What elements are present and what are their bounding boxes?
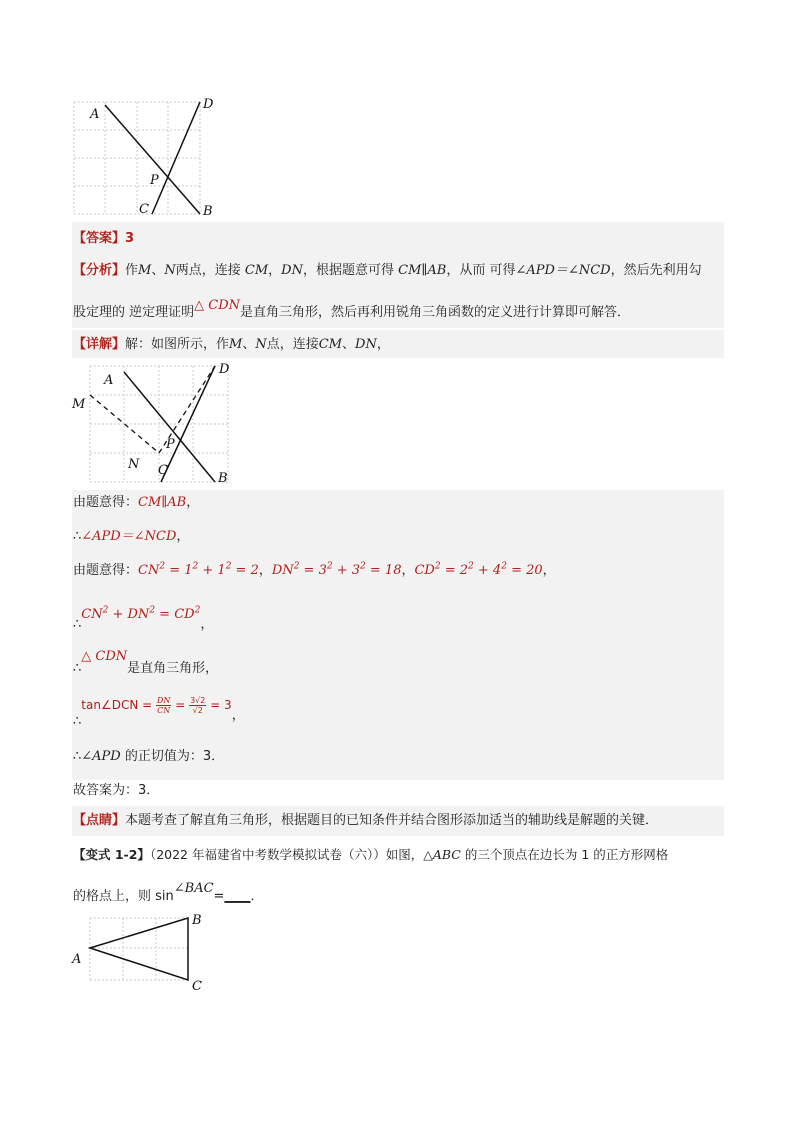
step-6: ∴tan∠DCN = $\frac{DN}{CN}$ = $\frac{3√2}{√2}$ = 3， bbox=[73, 696, 245, 729]
variant-line-1: 【变式 1-2】（2022 年福建省中考数学模拟试卷（六））如图，△ABC 的三个顶点在边长为 1 的正方形网格 bbox=[73, 847, 669, 862]
detail-line: 【详解】解：如图所示，作M、N点，连接CM、DN， bbox=[73, 337, 390, 352]
label-b: B bbox=[203, 204, 213, 219]
label-p: P bbox=[150, 173, 159, 188]
analysis-line-1: 【分析】作M、N两点，连接 CM，DN，根据题意可得 CM∥AB，从而 可得∠APD＝∠NCD，然后先利用勾 bbox=[73, 263, 702, 278]
svg-text:A: A bbox=[72, 952, 82, 967]
svg-text:D: D bbox=[219, 362, 230, 377]
analysis-line-2: 股定理的 逆定理证明△ CDN是直角三角形，然后再利用锐角三角函数的定义进行计算即可解答． bbox=[73, 298, 631, 320]
label-a: A bbox=[90, 107, 100, 122]
answer-value: 3 bbox=[125, 231, 135, 246]
svg-text:C: C bbox=[158, 463, 168, 478]
variant-line-2: 的格点上，则 sin∠BAC=____． bbox=[73, 881, 264, 904]
svg-text:P: P bbox=[166, 437, 175, 452]
figure-grid-apd bbox=[70, 96, 220, 220]
triangle-abc bbox=[90, 918, 188, 980]
step-4: $\therefore CN^2 + DN^2 = CD^2$， bbox=[73, 605, 214, 632]
answer-blank[interactable]: ____ bbox=[224, 889, 251, 904]
svg-text:A: A bbox=[104, 373, 114, 388]
svg-text:N: N bbox=[128, 457, 140, 472]
svg-text:B: B bbox=[192, 913, 202, 928]
step-1: 由题意得：CM∥AB， bbox=[73, 495, 200, 510]
svg-text:C: C bbox=[192, 979, 202, 994]
point-line: 【点睛】本题考查了解直角三角形，根据题目的已知条件并结合图形添加适当的辅助线是解题的关键． bbox=[73, 813, 659, 828]
label-d: D bbox=[203, 97, 214, 112]
step-8: 故答案为：3． bbox=[73, 783, 160, 798]
svg-text:B: B bbox=[218, 471, 228, 486]
svg-text:M: M bbox=[72, 397, 86, 412]
label-c: C bbox=[139, 202, 149, 217]
step-5: ∴△ CDN是直角三角形， bbox=[73, 649, 219, 676]
band-answer bbox=[72, 222, 724, 256]
step-3: 由题意得：$CN^2 = 1^2 + 1^2 = 2$，$DN^2 = 3^2 + 3^2 = 18$，$CD^2 = 2^2 + 4^2 = 20$， bbox=[73, 561, 556, 578]
step-2: ∴∠APD＝∠NCD， bbox=[73, 529, 190, 544]
step-7: ∴∠APD 的正切值为：3． bbox=[73, 749, 225, 764]
answer-line: 【答案】3 bbox=[73, 231, 135, 246]
segment-ab bbox=[105, 105, 200, 214]
figure-grid-construction bbox=[68, 360, 238, 488]
figure-triangle-abc bbox=[68, 908, 218, 994]
